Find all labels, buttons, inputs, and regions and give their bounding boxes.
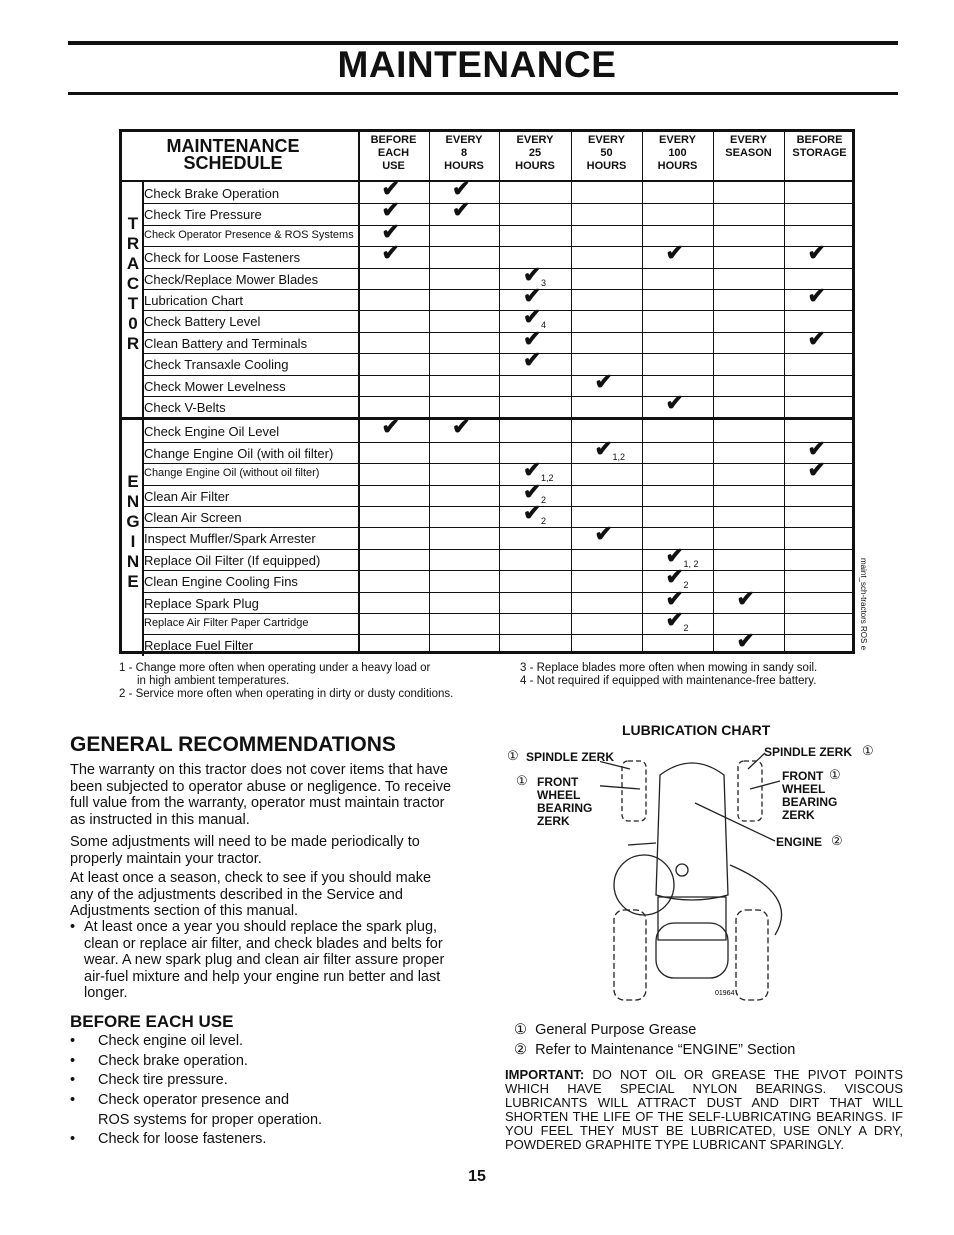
- legend-text-2: Refer to Maintenance “ENGINE” Section: [535, 1042, 796, 1058]
- checkmark: ✔: [736, 585, 755, 611]
- checkmark: ✔: [594, 368, 613, 394]
- row-line: [144, 463, 852, 464]
- important-text: DO NOT OIL OR GREASE THE PIVOT POINTS WHICH HAVE SPECIAL NYLON BEARINGS. VISCOUS LUBRICANTS WILL ATTRACT DUST AND DIRT THAT WILL SHORTEN THE LIFE OF THE SELF-LUBRICATING BEARINGS. IF YOU FEEL THEY MUST BE LUBRICATED, USE ONLY A DRY, POWDERED GRAPHITE TYPE LUBRICANT SPARINGLY.: [505, 1067, 903, 1152]
- spindle-zerk-right-label: SPINDLE ZERK: [764, 745, 853, 759]
- section-divider: [122, 417, 852, 420]
- column-header-line: BEFORE: [796, 134, 843, 146]
- checkmark-footnote: 2: [683, 623, 689, 633]
- column-header: [642, 134, 713, 173]
- engine-label-letter: N: [126, 552, 140, 572]
- tractor-label-letter: A: [126, 254, 140, 273]
- checkmark: ✔: [665, 607, 684, 632]
- engine-mark: ②: [831, 833, 843, 848]
- checkmark: ✔: [594, 435, 613, 461]
- row-line: [144, 570, 852, 571]
- column-line: [429, 132, 430, 651]
- checkmark-footnote: 4: [541, 320, 547, 331]
- checkmark-footnote: 2: [541, 516, 547, 526]
- tractor-label-letter: R: [126, 334, 140, 353]
- row-line: [144, 353, 852, 354]
- checkmark: ✔: [665, 585, 684, 611]
- checkmark: ✔: [665, 240, 684, 266]
- schedule-title: [142, 138, 324, 172]
- column-header-line: HOURS: [515, 160, 555, 172]
- before-use-text: Check for loose fasteners.: [98, 1131, 267, 1147]
- before-use-text: Check operator presence and: [98, 1092, 290, 1108]
- column-header-line: EVERY: [588, 134, 625, 146]
- legend-mark-1: ①: [514, 1022, 527, 1038]
- front-wheel-right-mark: ①: [829, 767, 841, 782]
- task-name: Check Brake Operation: [144, 186, 280, 201]
- column-header: [499, 134, 571, 173]
- row-line: [144, 549, 852, 550]
- column-header-line: EVERY: [659, 134, 696, 146]
- task-name: Inspect Muffler/Spark Arrester: [144, 531, 316, 547]
- front-wheel-left-label: FRONT WHEEL BEARING ZERK: [537, 775, 593, 828]
- bullet-mark: •: [70, 1092, 76, 1108]
- task-name: Check Tire Pressure: [144, 207, 262, 223]
- checkmark: ✔: [523, 261, 542, 287]
- checkmark: ✔: [736, 628, 755, 654]
- task-name: Replace Spark Plug: [144, 595, 259, 611]
- task-name: Check/Replace Mower Blades: [144, 271, 319, 287]
- column-header-line: 25: [528, 147, 542, 159]
- general-paragraph-1: The warranty on this tractor does not cover items that have been subjected to operator abuse or negligence. To receive full value from the warranty, operator must maintain tractor as instructed in this manual.: [70, 762, 452, 828]
- general-bullet-text: At least once a year you should replace the spark plug, clean or replace air filter, and check blades and belts for wear. A new spark plug and clean air filter assure proper air-fuel mixture and help your engine run better and last longer.: [84, 919, 445, 1001]
- checkmark: ✔: [452, 176, 471, 201]
- column-header-line: EACH: [377, 147, 410, 159]
- checkmark: ✔: [452, 414, 471, 440]
- tractor-label-letter: R: [126, 234, 140, 253]
- checkmark-footnote: 3: [541, 277, 547, 288]
- task-name: Lubrication Chart: [144, 293, 243, 308]
- column-line: [499, 132, 500, 651]
- checkmark: ✔: [381, 414, 400, 440]
- column-header: [358, 134, 429, 173]
- tractor-label-letter: C: [126, 274, 140, 293]
- checkmark: ✔: [381, 240, 400, 266]
- general-bullet-mark: •: [70, 919, 76, 935]
- checkmark-footnote: 1, 2: [683, 558, 699, 569]
- checkmark: ✔: [523, 325, 542, 351]
- before-each-use-title: BEFORE EACH USE: [70, 1012, 234, 1031]
- checkmark: ✔: [523, 478, 542, 504]
- checkmark: ✔: [523, 304, 542, 330]
- checkmark: ✔: [807, 283, 826, 308]
- task-name: Clean Battery and Terminals: [144, 335, 308, 351]
- page-number: 15: [468, 1168, 486, 1185]
- column-line: [571, 132, 572, 651]
- column-header-line: STORAGE: [792, 147, 847, 159]
- engine-label-letter: E: [127, 472, 139, 492]
- before-use-text: Check brake operation.: [98, 1053, 248, 1069]
- task-name: Clean Engine Cooling Fins: [144, 574, 298, 590]
- schedule-title-line2: SCHEDULE: [183, 153, 283, 173]
- before-use-text: Check engine oil level.: [98, 1033, 244, 1049]
- row-line: [144, 375, 852, 376]
- row-line: [144, 442, 852, 443]
- row-line: [144, 203, 852, 204]
- diagram-figure-code: 01964: [715, 990, 735, 997]
- engine-label: ENGINE: [776, 835, 823, 849]
- task-name: Check Battery Level: [144, 314, 261, 330]
- before-use-item: [70, 1131, 266, 1148]
- checkmark: ✔: [807, 240, 826, 266]
- column-header-line: 8: [460, 147, 468, 159]
- checkmark: ✔: [523, 457, 542, 483]
- checkmark: ✔: [594, 521, 613, 547]
- column-header-line: HOURS: [444, 160, 484, 172]
- checkmark-footnote: 1,2: [612, 451, 626, 462]
- legend-text-1: General Purpose Grease: [535, 1022, 697, 1038]
- header-rule: [122, 180, 852, 182]
- schedule-title-line1: MAINTENANCE: [166, 136, 300, 156]
- tractor-label-letter: T: [127, 214, 139, 233]
- column-line: [713, 132, 714, 651]
- checkmark-footnote: 1,2: [541, 473, 554, 484]
- task-name: Replace Fuel Filter: [144, 638, 254, 654]
- footnote-2: 2 - Service more often when operating in dirty or dusty conditions.: [119, 688, 454, 700]
- column-header-line: HOURS: [586, 160, 627, 172]
- task-name: Clean Air Filter: [144, 488, 230, 504]
- checkmark: ✔: [523, 347, 542, 373]
- checkmark: ✔: [381, 197, 400, 223]
- task-name: Check Transaxle Cooling: [144, 357, 289, 373]
- important-notice: [505, 1068, 903, 1152]
- row-line: [144, 396, 852, 397]
- row-line: [144, 310, 852, 311]
- task-name: Check V-Belts: [144, 400, 226, 415]
- engine-label-letter: E: [127, 572, 139, 592]
- before-use-item: [70, 1033, 243, 1050]
- checkmark: ✔: [665, 564, 684, 590]
- checkmark-footnote: 2: [683, 580, 689, 591]
- column-line: [784, 132, 785, 651]
- row-line: [144, 506, 852, 507]
- column-header-line: EVERY: [516, 134, 554, 146]
- column-header-line: SEASON: [725, 147, 772, 159]
- engine-label-letter: N: [126, 492, 140, 512]
- front-wheel-right-label: FRONT WHEEL BEARING ZERK: [782, 769, 838, 822]
- lubrication-chart-title: LUBRICATION CHART: [622, 722, 771, 738]
- task-name: Check Mower Levelness: [144, 378, 286, 394]
- before-use-item: [70, 1072, 228, 1089]
- task-name: Change Engine Oil (with oil filter): [144, 445, 334, 461]
- front-wheel-left-mark: ①: [516, 773, 528, 788]
- column-header-line: EVERY: [445, 134, 483, 146]
- row-line: [144, 485, 852, 486]
- column-header-line: HOURS: [657, 160, 698, 172]
- legend-grease: [514, 1022, 696, 1038]
- column-header-line: 50: [600, 147, 613, 159]
- task-name: Check for Loose Fasteners: [144, 250, 301, 266]
- checkmark: ✔: [381, 218, 400, 244]
- footnote-1-cont: in high ambient temperatures.: [137, 675, 290, 687]
- maintenance-schedule-table: [119, 129, 855, 654]
- bullet-mark: •: [70, 1131, 76, 1147]
- general-paragraph-2: Some adjustments will need to be made periodically to properly maintain your tractor.: [70, 834, 420, 867]
- task-name: Replace Oil Filter (If equipped): [144, 552, 321, 568]
- task-name: Check Operator Presence & ROS Systems: [144, 228, 354, 241]
- task-name: Check Engine Oil Level: [144, 424, 280, 440]
- row-line: [144, 289, 852, 290]
- general-paragraph-3: At least once a season, check to see if you should make any of the adjustments described in the Service and Adjustments section of this manual.: [70, 870, 432, 919]
- column-line: [358, 132, 360, 651]
- spindle-zerk-left-label: SPINDLE ZERK: [526, 750, 615, 764]
- column-header: [784, 134, 855, 160]
- important-label: IMPORTANT:: [505, 1067, 585, 1082]
- engine-label-letter: I: [130, 532, 136, 552]
- engine-label-letter: G: [126, 512, 140, 532]
- checkmark: ✔: [452, 197, 471, 223]
- column-header-line: USE: [382, 160, 405, 172]
- checkmark: ✔: [523, 283, 542, 308]
- column-header-line: EVERY: [730, 134, 767, 146]
- footnote-1: 1 - Change more often when operating under a heavy load or: [119, 662, 431, 674]
- tractor-label-letter: T: [127, 294, 139, 313]
- spindle-zerk-left-mark: ①: [507, 748, 519, 763]
- bullet-mark: •: [70, 1072, 76, 1088]
- page-title: MAINTENANCE: [337, 44, 617, 85]
- column-header: [713, 134, 784, 160]
- bullet-mark: •: [70, 1053, 76, 1069]
- before-use-text: ROS systems for proper operation.: [98, 1112, 323, 1128]
- column-header: [571, 134, 642, 173]
- checkmark-footnote: 2: [541, 494, 547, 505]
- title-underline: [68, 92, 898, 95]
- general-recommendations-title: GENERAL RECOMMENDATIONS: [70, 733, 396, 756]
- checkmark: ✔: [807, 457, 826, 483]
- before-use-item-cont: [70, 1112, 322, 1129]
- row-line: [144, 332, 852, 333]
- checkmark: ✔: [665, 542, 684, 568]
- row-line: [144, 268, 852, 269]
- before-use-item: [70, 1092, 289, 1109]
- task-name: Change Engine Oil (without oil filter): [144, 467, 320, 480]
- checkmark: ✔: [807, 325, 826, 351]
- checkmark: ✔: [665, 390, 684, 415]
- footnote-3: 3 - Replace blades more often when mowing in sandy soil.: [520, 662, 818, 674]
- before-use-text: Check tire pressure.: [98, 1072, 228, 1088]
- column-header-line: 100: [668, 147, 687, 159]
- task-name: Replace Air Filter Paper Cartridge: [144, 617, 309, 629]
- schedule-side-code: maint_sch-tractors ROS e: [859, 558, 868, 651]
- bullet-mark: •: [70, 1033, 76, 1049]
- tractor-label-letter: 0: [128, 314, 138, 333]
- legend-engine: [514, 1042, 795, 1058]
- checkmark: ✔: [523, 500, 542, 525]
- row-line: [144, 246, 852, 247]
- checkmark: ✔: [807, 435, 826, 461]
- column-header: [429, 134, 499, 173]
- row-line: [144, 527, 852, 528]
- column-line: [642, 132, 643, 651]
- row-line: [144, 225, 852, 226]
- spindle-zerk-right-mark: ①: [862, 743, 874, 758]
- before-use-item: [70, 1053, 248, 1070]
- task-name: Clean Air Screen: [144, 510, 242, 525]
- row-line: [144, 613, 852, 614]
- footnote-4: 4 - Not required if equipped with maintenance-free battery.: [520, 675, 817, 687]
- legend-mark-2: ②: [514, 1042, 527, 1058]
- checkmark: ✔: [381, 176, 400, 201]
- column-header-line: BEFORE: [370, 134, 417, 146]
